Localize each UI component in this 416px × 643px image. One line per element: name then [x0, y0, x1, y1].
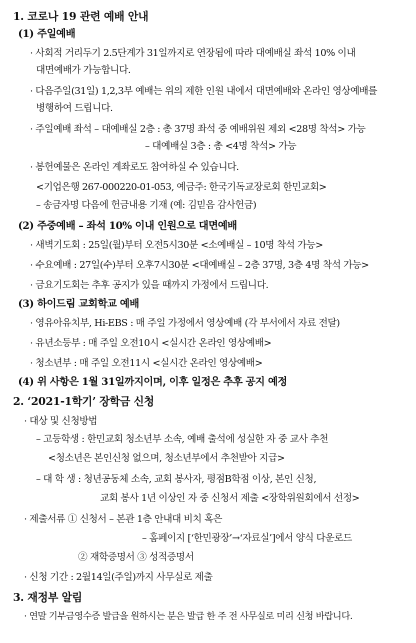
scholarship-college: – 대 학 생 : 청년공동체 소속, 교회 봉사자, 평점B학점 이상, 본인 신청, — [36, 474, 317, 485]
scholarship-highschool: – 고등학생 : 한민교회 청소년부 소속, 예배 출석에 성실한 자 중 교사 추천 — [36, 434, 329, 445]
subsection-sunday-heading: (1) 주일예배 — [18, 28, 76, 40]
subsection-churchschool-heading: (3) 하이드림 교회학교 예배 — [18, 298, 139, 310]
subsection-weekday-heading: (2) 주중예배 – 좌석 10% 이내 인원으로 대면예배 — [18, 220, 237, 232]
section-3-heading: 3. 재정부 알림 — [13, 591, 83, 604]
churchschool-item-preschool: · 영유아유치부, Hi-EBS : 매 주일 가정에서 영상예배 (각 부서에서 자료 전달) — [30, 318, 340, 329]
section-1-heading: 1. 코로나 19 관련 예배 안내 — [13, 10, 149, 23]
scholarship-documents-certificates: ② 재학증명서 ③ 성적증명서 — [78, 552, 194, 563]
sunday-item-offering: · 봉헌예물은 온라인 계좌로도 참여하실 수 있습니다. — [30, 162, 239, 173]
scholarship-highschool-note: <청소년은 본인신청 없으며, 청소년부에서 추천받아 지급> — [48, 453, 285, 464]
weekday-item-friday: · 금요기도회는 추후 공지가 있을 때까지 가정에서 드립니다. — [30, 280, 269, 291]
churchschool-item-elementary: · 유년소등부 : 매 주일 오전10시 <실시간 온라인 영상예배> — [30, 338, 272, 349]
churchschool-item-youth: · 청소년부 : 매 주일 오전11시 <실시간 온라인 영상예배> — [30, 358, 263, 369]
sunday-item-bank-account: <기업은행 267-000220-01-053, 예금주: 한국기독교장로회 한민교회> — [36, 182, 327, 193]
weekday-item-wednesday: · 수요예배 : 27일(수)부터 오후7시30분 <대예배실 – 2층 37명, 3층 4명 착석 가능> — [30, 260, 369, 271]
scholarship-documents-download: – 홈페이지 [‘한민광장’→‘자료실’]에서 양식 다운로드 — [142, 533, 352, 544]
finance-receipt-notice: · 연말 기부금영수증 발급을 원하시는 분은 발급 한 주 전 사무실로 미리 신청 바랍니다. — [24, 611, 353, 622]
sunday-item-seats-floor3: – 대예배실 3층 : 총 <4명 착석> 가능 — [145, 141, 297, 152]
subsection-notice-heading: (4) 위 사항은 1월 31일까지이며, 이후 일정은 추후 공지 예정 — [18, 376, 288, 388]
section-2-heading: 2. ‘2021-1학기’ 장학금 신청 — [13, 395, 155, 408]
scholarship-college-cont: 교회 봉사 1년 이상인 자 중 신청서 제출 <장학위원회에서 선정> — [100, 493, 360, 504]
scholarship-deadline: · 신청 기간 : 2월14일(주일)까지 사무실로 제출 — [24, 572, 213, 583]
sunday-item-sender-note: – 송금자명 다음에 헌금내용 기재 (예: 김믿음 감사헌금) — [36, 200, 257, 211]
scholarship-eligibility: · 대상 및 신청방법 — [24, 416, 98, 427]
sunday-item-distancing-cont: 대면예배가 가능합니다. — [36, 65, 131, 76]
sunday-item-distancing: · 사회적 거리두기 2.5단계가 31일까지로 연장됨에 따라 대예배실 좌석 10% 이내 — [30, 48, 356, 59]
sunday-item-seats-floor2: · 주일예배 좌석 – 대예배실 2층 : 총 37명 좌석 중 예배위원 제외 <28명 착석> 가능 — [30, 124, 366, 135]
scholarship-documents: · 제출서류 ① 신청서 – 본관 1층 안내대 비치 혹은 — [24, 514, 223, 525]
weekday-item-dawn: · 새벽기도회 : 25일(월)부터 오전5시30분 <소예배실 – 10명 착석 가능> — [30, 240, 323, 251]
sunday-item-next-week: · 다음주일(31일) 1,2,3부 예배는 위의 제한 인원 내에서 대면예배와 온라인 영상예배를 — [30, 86, 378, 97]
sunday-item-next-week-cont: 병행하여 드립니다. — [36, 103, 113, 114]
